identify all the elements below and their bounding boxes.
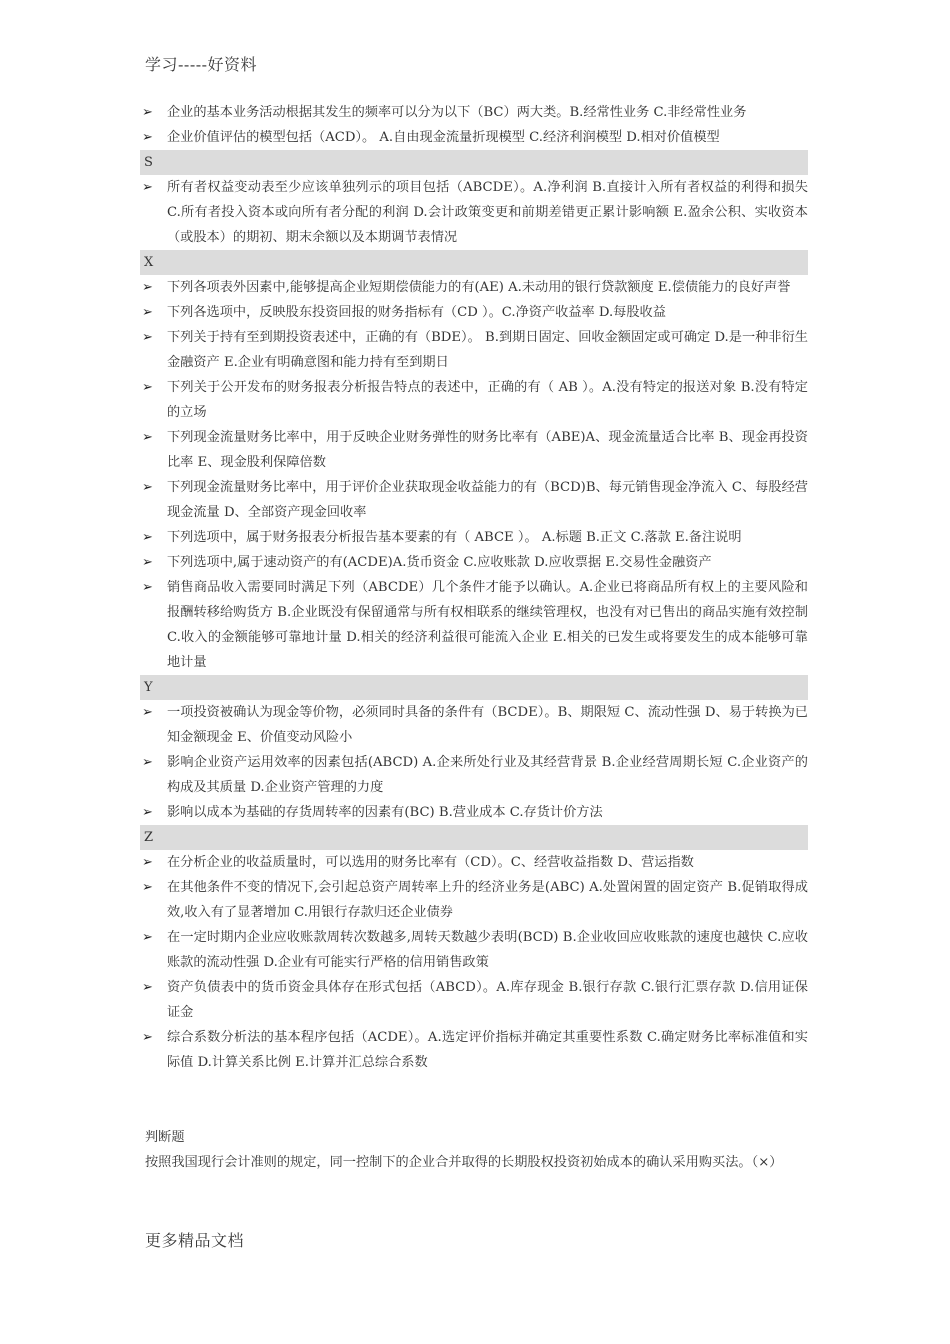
- arrow-bullet-icon: ➢: [142, 430, 153, 445]
- section-letter-bar: Z: [140, 825, 808, 850]
- question-list: [140, 100, 808, 1075]
- question-text: 下列各选项中，反映股东投资回报的财务指标有（CD ）。C.净资产收益率 D.每股收益: [167, 305, 666, 320]
- question-text: 综合系数分析法的基本程序包括（ACDE）。A.选定评价指标并确定其重要性系数 C.确定财务比率标准值和实际值 D.计算关系比例 E.计算并汇总综合系数: [167, 1030, 808, 1070]
- arrow-bullet-icon: ➢: [142, 305, 153, 320]
- question-item: [140, 850, 808, 875]
- question-item: [140, 525, 808, 550]
- judgment-title: 判断题: [145, 1130, 185, 1145]
- question-item: [140, 800, 808, 825]
- page-header: 学习-----好资料: [145, 55, 258, 74]
- arrow-bullet-icon: ➢: [142, 705, 153, 720]
- arrow-bullet-icon: ➢: [142, 130, 153, 145]
- question-item: [140, 100, 808, 125]
- question-item: [140, 575, 808, 675]
- question-item: [140, 175, 808, 250]
- question-item: [140, 700, 808, 750]
- arrow-bullet-icon: ➢: [142, 280, 153, 295]
- question-text: 资产负债表中的货币资金具体存在形式包括（ABCD）。A.库存现金 B.银行存款 C.银行汇票存款 D.信用证保证金: [167, 980, 808, 1020]
- arrow-bullet-icon: ➢: [142, 980, 153, 995]
- question-item: [140, 325, 808, 375]
- arrow-bullet-icon: ➢: [142, 755, 153, 770]
- question-text: 下列现金流量财务比率中，用于反映企业财务弹性的财务比率有（ABE)A、现金流量适合比率 B、现金再投资比率 E、现金股利保障倍数: [167, 430, 808, 470]
- arrow-bullet-icon: ➢: [142, 880, 153, 895]
- section-letter-bar: Y: [140, 675, 808, 700]
- question-item: [140, 275, 808, 300]
- arrow-bullet-icon: ➢: [142, 480, 153, 495]
- question-item: [140, 375, 808, 425]
- question-text: 下列选项中,属于速动资产的有(ACDE)A.货币资金 C.应收账款 D.应收票据 E.交易性金融资产: [167, 555, 712, 570]
- question-item: [140, 925, 808, 975]
- section-letter-bar: X: [140, 250, 808, 275]
- judgment-section: [145, 1125, 813, 1175]
- arrow-bullet-icon: ➢: [142, 530, 153, 545]
- question-item: [140, 750, 808, 800]
- question-item: [140, 125, 808, 150]
- question-text: 下列关于持有至到期投资表述中，正确的有（BDE）。 B.到期日固定、回收金额固定或可确定 D.是一种非衍生金融资产 E.企业有明确意图和能力持有至到期日: [167, 330, 808, 370]
- arrow-bullet-icon: ➢: [142, 855, 153, 870]
- arrow-bullet-icon: ➢: [142, 1030, 153, 1045]
- arrow-bullet-icon: ➢: [142, 555, 153, 570]
- page-footer: 更多精品文档: [145, 1231, 245, 1250]
- question-text: 一项投资被确认为现金等价物，必须同时具备的条件有（BCDE）。B、期限短 C、流动性强 D、易于转换为已知金额现金 E、价值变动风险小: [167, 705, 808, 745]
- question-item: [140, 425, 808, 475]
- arrow-bullet-icon: ➢: [142, 105, 153, 120]
- arrow-bullet-icon: ➢: [142, 380, 153, 395]
- question-text: 下列各项表外因素中,能够提高企业短期偿债能力的有(AE) A.未动用的银行贷款额度 E.偿债能力的良好声誉: [167, 280, 791, 295]
- arrow-bullet-icon: ➢: [142, 330, 153, 345]
- arrow-bullet-icon: ➢: [142, 180, 153, 195]
- question-item: [140, 300, 808, 325]
- arrow-bullet-icon: ➢: [142, 805, 153, 820]
- question-item: [140, 475, 808, 525]
- question-text: 在分析企业的收益质量时，可以选用的财务比率有（CD）。C、经营收益指数 D、营运指数: [167, 855, 694, 870]
- judgment-question: 按照我国现行会计准则的规定，同一控制下的企业合并取得的长期股权投资初始成本的确认采用购买法。（×）: [145, 1155, 783, 1170]
- question-text: 在一定时期内企业应收账款周转次数越多,周转天数越少表明(BCD) B.企业收回应收账款的速度也越快 C.应收账款的流动性强 D.企业有可能实行严格的信用销售政策: [167, 930, 808, 970]
- question-text: 下列关于公开发布的财务报表分析报告特点的表述中，正确的有（ AB ）。A.没有特定的报送对象 B.没有特定的立场: [167, 380, 808, 420]
- arrow-bullet-icon: ➢: [142, 930, 153, 945]
- question-text: 销售商品收入需要同时满足下列（ABCDE）几个条件才能予以确认。A.企业已将商品所有权上的主要风险和报酬转移给购货方 B.企业既没有保留通常与所有权相联系的继续管理权，也没有对已售出的商品实施有效控制 C.收入的金额能够可靠地计量 D.相关的经济利益很可能流入企业 E.相关的已发生或将要发生的成本能够可靠地计量: [167, 580, 808, 670]
- section-letter-bar: S: [140, 150, 808, 175]
- arrow-bullet-icon: ➢: [142, 580, 153, 595]
- question-text: 在其他条件不变的情况下,会引起总资产周转率上升的经济业务是(ABC) A.处置闲置的固定资产 B.促销取得成效,收入有了显著增加 C.用银行存款归还企业债券: [167, 880, 808, 920]
- question-text: 所有者权益变动表至少应该单独列示的项目包括（ABCDE）。A.净利润 B.直接计入所有者权益的利得和损失 C.所有者投入资本或向所有者分配的利润 D.会计政策变更和前期差错更正累计影响额 E.盈余公积、实收资本（或股本）的期初、期末余额以及本期调节表情况: [167, 180, 808, 245]
- question-item: [140, 975, 808, 1025]
- question-item: [140, 875, 808, 925]
- question-text: 影响企业资产运用效率的因素包括(ABCD) A.企来所处行业及其经营背景 B.企业经营周期长短 C.企业资产的构成及其质量 D.企业资产管理的力度: [167, 755, 808, 795]
- question-item: [140, 1025, 808, 1075]
- question-text: 影响以成本为基础的存货周转率的因素有(BC) B.营业成本 C.存货计价方法: [167, 805, 603, 820]
- question-text: 下列选项中，属于财务报表分析报告基本要素的有（ ABCE ）。 A.标题 B.正文 C.落款 E.备注说明: [167, 530, 742, 545]
- question-text: 企业的基本业务活动根据其发生的频率可以分为以下（BC）两大类。B.经常性业务 C.非经常性业务: [167, 105, 747, 120]
- question-text: 下列现金流量财务比率中，用于评价企业获取现金收益能力的有（BCD)B、每元销售现金净流入 C、每股经营现金流量 D、全部资产现金回收率: [167, 480, 808, 520]
- question-item: [140, 550, 808, 575]
- question-text: 企业价值评估的模型包括（ACD）。 A.自由现金流量折现模型 C.经济利润模型 D.相对价值模型: [167, 130, 720, 145]
